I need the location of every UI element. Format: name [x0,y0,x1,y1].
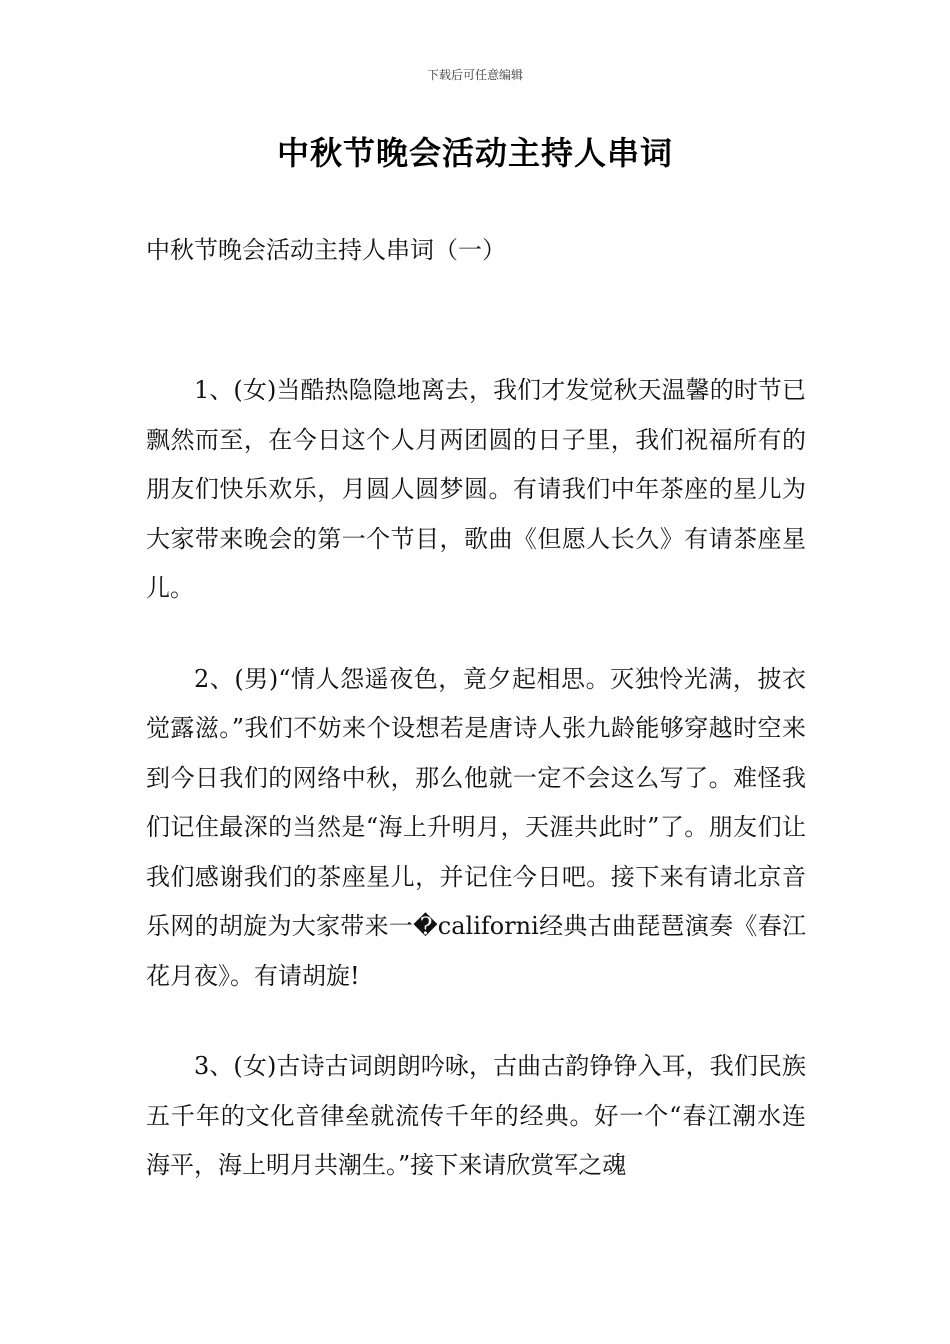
document-title: 中秋节晚会活动主持人串词 [276,134,673,172]
header-note: 下载后可任意编辑 [426,68,523,82]
section-subtitle: 中秋节晚会活动主持人串词（一） [146,236,506,264]
paragraph-1: 1、(女)当酷热隐隐地离去，我们才发觉秋天温馨的时节已飘然而至，在今日这个人月两团圆的日子里，我们祝福所有的朋友们快乐欢乐，月圆人圆梦圆。有请我们中年茶座的星儿为大家带来晚会的第一个节目，歌曲《但愿人长久》有请茶座星儿。 [146,376,806,602]
document-body [146,366,806,1232]
paragraph-3: 3、(女)古诗古词朗朗吟咏，古曲古韵铮铮入耳，我们民族五千年的文化音律垒就流传千年的经典。好一个“春江潮水连海平，海上明月共潮生。”接下来请欣赏军之魂 [146,1052,806,1179]
paragraph-2: 2、(男)“情人怨遥夜色，竟夕起相思。灭独怜光满，披衣觉露滋。”我们不妨来个设想若是唐诗人张九龄能够穿越时空来到今日我们的网络中秋，那么他就一定不会这么写了。难怪我们记住最深的当然是“海上升明月，天涯共此时”了。朋友们让我们感谢我们的茶座星儿，并记住今日吧。接下来有请北京音乐网的胡旋为大家带来一�californi经典古曲琵琶演奏《春江花月夜》。有请胡旋! [146,664,806,990]
